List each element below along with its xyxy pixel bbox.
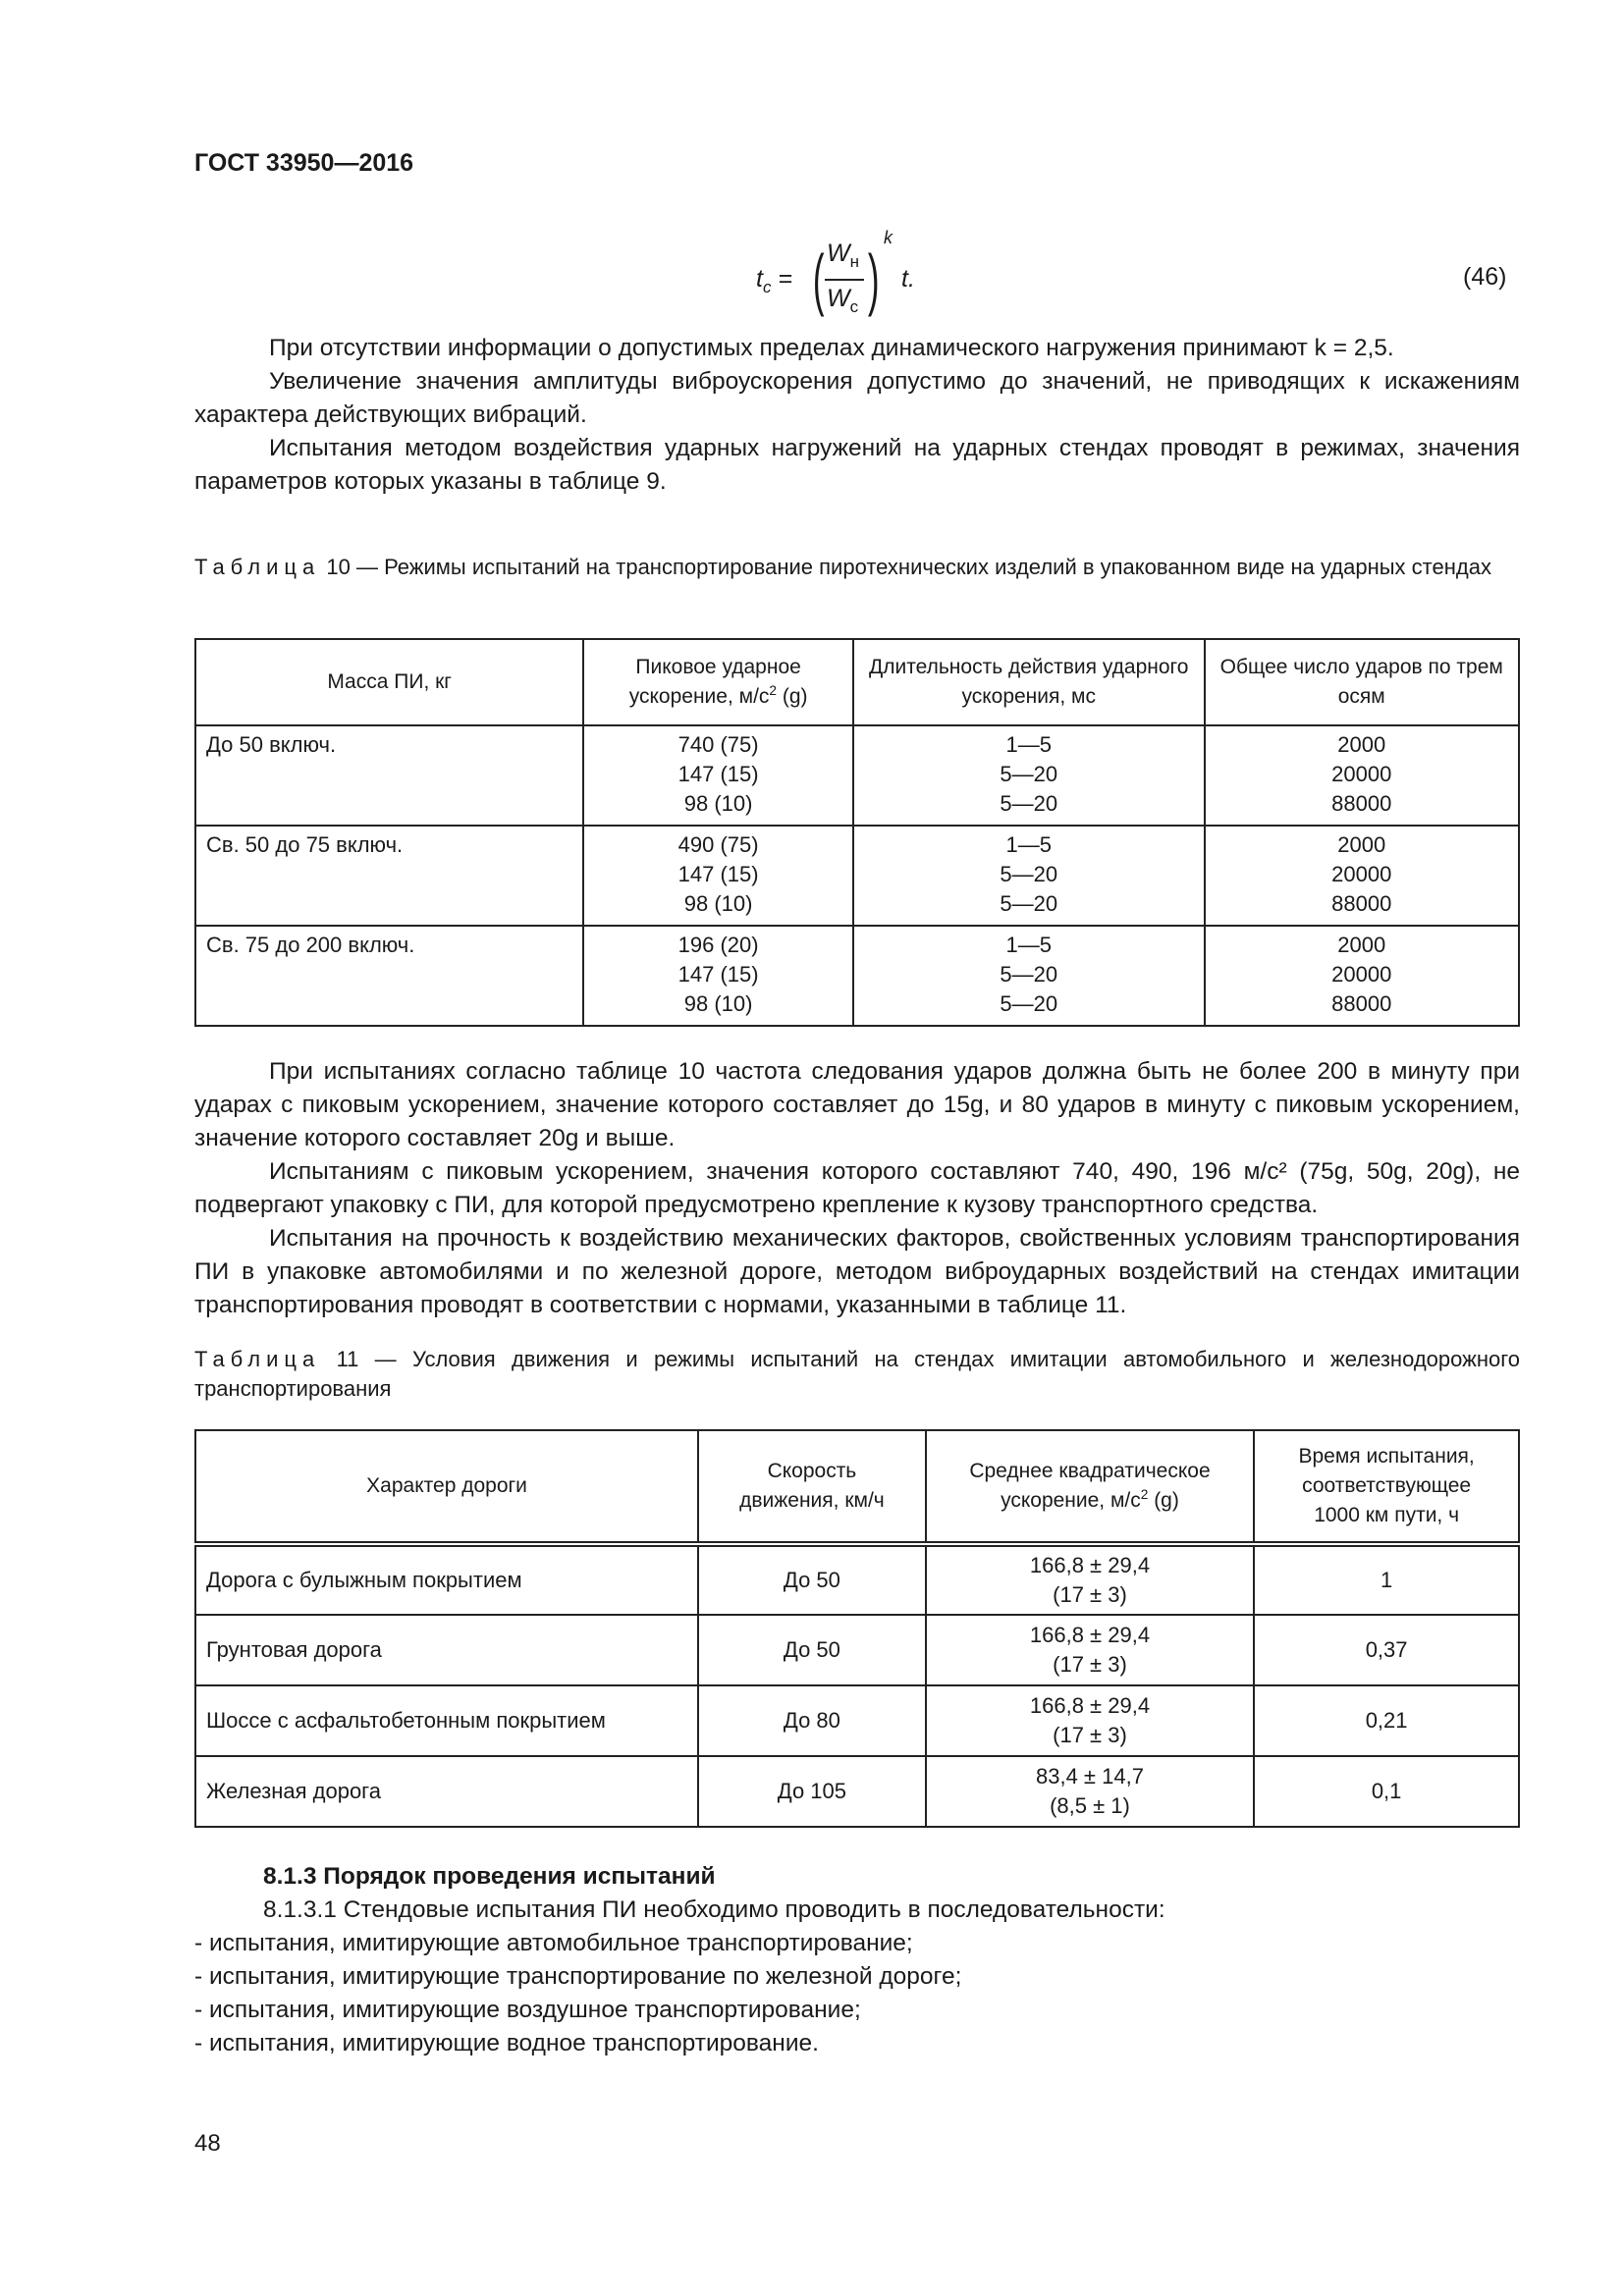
section-line: - испытания, имитирующие водное транспортирование.: [194, 2030, 819, 2056]
count-value: 2000: [1337, 933, 1386, 957]
table-row: [195, 1615, 1519, 1685]
road-cell: Железная дорога: [195, 1756, 698, 1827]
accel-value: 740 (75): [677, 732, 759, 757]
accel-value: 147 (15): [677, 862, 759, 886]
count-value: 88000: [1331, 791, 1392, 816]
paragraph: Испытания методом воздействия ударных нагружений на ударных стендах проводят в режимах, значения параметров которых указаны в таблице 9.: [194, 435, 1520, 495]
equation-number: (46): [1463, 263, 1507, 291]
count-value: 20000: [1331, 762, 1392, 786]
accel-value: 147 (15): [677, 762, 759, 786]
accel-cell: [926, 1685, 1254, 1756]
dur-value: 5—20: [1000, 962, 1058, 987]
paragraph: Увеличение значения амплитуды виброускорения допустимо до значений, не приводящих к искажениям характера действующих вибраций.: [194, 368, 1520, 428]
accel-value: 196 (20): [677, 933, 759, 957]
dur-value: 5—20: [1000, 791, 1058, 816]
road-cell: Дорога с булыжным покрытием: [195, 1544, 698, 1615]
table11-header: Характер дороги: [195, 1430, 698, 1544]
time-cell: 1: [1254, 1544, 1519, 1615]
accel-cell: [583, 725, 853, 826]
formula-denominator: $W_с$: [827, 285, 859, 316]
count-cell: [1205, 725, 1520, 826]
page-number: 48: [194, 2130, 221, 2157]
table-10: [194, 638, 1520, 1027]
count-cell: [1205, 826, 1520, 926]
accel-value: 98 (10): [683, 791, 753, 816]
table10-header: Общее число ударов по трем осям: [1205, 639, 1520, 725]
accel-value: 83,4 ± 14,7: [1036, 1764, 1144, 1789]
table10-header: Масса ПИ, кг: [195, 639, 583, 725]
table-row: [195, 826, 1519, 926]
count-value: 2000: [1337, 732, 1386, 757]
count-value: 20000: [1331, 862, 1392, 886]
document-header: ГОСТ 33950—2016: [194, 149, 414, 177]
accel-value: 166,8 ± 29,4: [1029, 1623, 1151, 1647]
paragraph: При испытаниях согласно таблице 10 частота следования ударов должна быть не более 200 в минуту при ударах с пиковым ускорением, значение которого составляет до 15g, и 80 ударов в минуту с пиковым ускорением, значение которого составляет 20g и выше.: [194, 1058, 1520, 1151]
paragraph: Испытаниям с пиковым ускорением, значения которого составляют 740, 490, 196 м/с² (75g, 50g, 20g), не подвергают упаковку с ПИ, для которой предусмотрено крепление к кузову транспортного средства.: [194, 1158, 1520, 1218]
section-line: - испытания, имитирующие автомобильное транспортирование;: [194, 1930, 913, 1956]
speed-cell: До 50: [698, 1615, 926, 1685]
count-value: 20000: [1331, 962, 1392, 987]
speed-cell: До 50: [698, 1544, 926, 1615]
section-title: 8.1.3 Порядок проведения испытаний: [263, 1863, 716, 1890]
table-row: [195, 1685, 1519, 1756]
road-cell: Грунтовая дорога: [195, 1615, 698, 1685]
table-row: [195, 926, 1519, 1026]
section-line: - испытания, имитирующие воздушное транспортирование;: [194, 1997, 861, 2023]
dur-cell: [853, 826, 1205, 926]
dur-value: 5—20: [1000, 891, 1058, 916]
accel-g-value: (8,5 ± 1): [1050, 1793, 1130, 1818]
formula-46: $t_c$ = ( $W_н$ $W_с$ ) k t.: [756, 228, 915, 317]
table10-caption: Таблица 10 — Режимы испытаний на транспортирование пиротехнических изделий в упакованном виде на ударных стендах: [194, 555, 1491, 579]
table-row: [195, 725, 1519, 826]
paragraphs-mid: [194, 1055, 1520, 1322]
table-row: [195, 1544, 1519, 1615]
dur-value: 1—5: [1005, 933, 1052, 957]
dur-cell: [853, 926, 1205, 1026]
time-cell: 0,37: [1254, 1615, 1519, 1685]
section-line: - испытания, имитирующие транспортирование по железной дороге;: [194, 1963, 962, 1990]
table11-header: Среднее квадратическое ускорение, $м/с^2$ (g): [926, 1430, 1254, 1544]
time-cell: 0,21: [1254, 1685, 1519, 1756]
dur-value: 5—20: [1000, 762, 1058, 786]
mass-cell: До 50 включ.: [195, 725, 583, 826]
accel-cell: [926, 1756, 1254, 1827]
accel-value: 166,8 ± 29,4: [1029, 1693, 1151, 1718]
accel-cell: [583, 826, 853, 926]
table10-header: Пиковое ударное ускорение, $м/с^2$ (g): [583, 639, 853, 725]
dur-value: 1—5: [1005, 732, 1052, 757]
dur-value: 5—20: [1000, 991, 1058, 1016]
mass-cell: Св. 75 до 200 включ.: [195, 926, 583, 1026]
accel-value: 147 (15): [677, 962, 759, 987]
accel-value: 98 (10): [683, 891, 753, 916]
dur-value: 5—20: [1000, 862, 1058, 886]
count-value: 88000: [1331, 891, 1392, 916]
dur-value: 1—5: [1005, 832, 1052, 857]
time-cell: 0,1: [1254, 1756, 1519, 1827]
dur-cell: [853, 725, 1205, 826]
table10-header: Длительность действия ударного ускорения, мс: [853, 639, 1205, 725]
road-cell: Шоссе с асфальтобетонным покрытием: [195, 1685, 698, 1756]
speed-cell: До 80: [698, 1685, 926, 1756]
table11-header: Скорость движения, км/ч: [698, 1430, 926, 1544]
table11-header: Время испытания, соответствующее 1000 км пути, ч: [1254, 1430, 1519, 1544]
formula-numerator: $W_н$: [827, 240, 859, 271]
speed-cell: До 105: [698, 1756, 926, 1827]
accel-g-value: (17 ± 3): [1053, 1723, 1127, 1747]
accel-cell: [926, 1615, 1254, 1685]
count-value: 2000: [1337, 832, 1386, 857]
formula-lhs: $t_c$ =: [756, 265, 792, 296]
mass-cell: Св. 50 до 75 включ.: [195, 826, 583, 926]
paragraph: При отсутствии информации о допустимых пределах динамического нагружения принимают k = 2,5.: [269, 335, 1394, 361]
accel-g-value: (17 ± 3): [1053, 1582, 1127, 1607]
section-line: 8.1.3.1 Стендовые испытания ПИ необходимо проводить в последовательности:: [263, 1896, 1165, 1923]
accel-cell: [926, 1544, 1254, 1615]
paragraphs-top: [194, 332, 1520, 499]
accel-value: 490 (75): [677, 832, 759, 857]
accel-value: 98 (10): [683, 991, 753, 1016]
table-11: [194, 1429, 1520, 1828]
accel-cell: [583, 926, 853, 1026]
accel-g-value: (17 ± 3): [1053, 1652, 1127, 1677]
table-row: [195, 1756, 1519, 1827]
paragraph: Испытания на прочность к воздействию механических факторов, свойственных условиям транспортирования ПИ в упаковке автомобилями и по железной дороге, методом виброударных воздействий на стендах имитации транспортирования проводят в соответствии с нормами, указанными в таблице 11.: [194, 1225, 1520, 1318]
count-value: 88000: [1331, 991, 1392, 1016]
accel-value: 166,8 ± 29,4: [1029, 1553, 1151, 1577]
table11-caption: Таблица 11 — Условия движения и режимы испытаний на стендах имитации автомобильного и железнодорожного транспортирования: [194, 1347, 1520, 1401]
section-8-1-3: [194, 1860, 1520, 2060]
count-cell: [1205, 926, 1520, 1026]
